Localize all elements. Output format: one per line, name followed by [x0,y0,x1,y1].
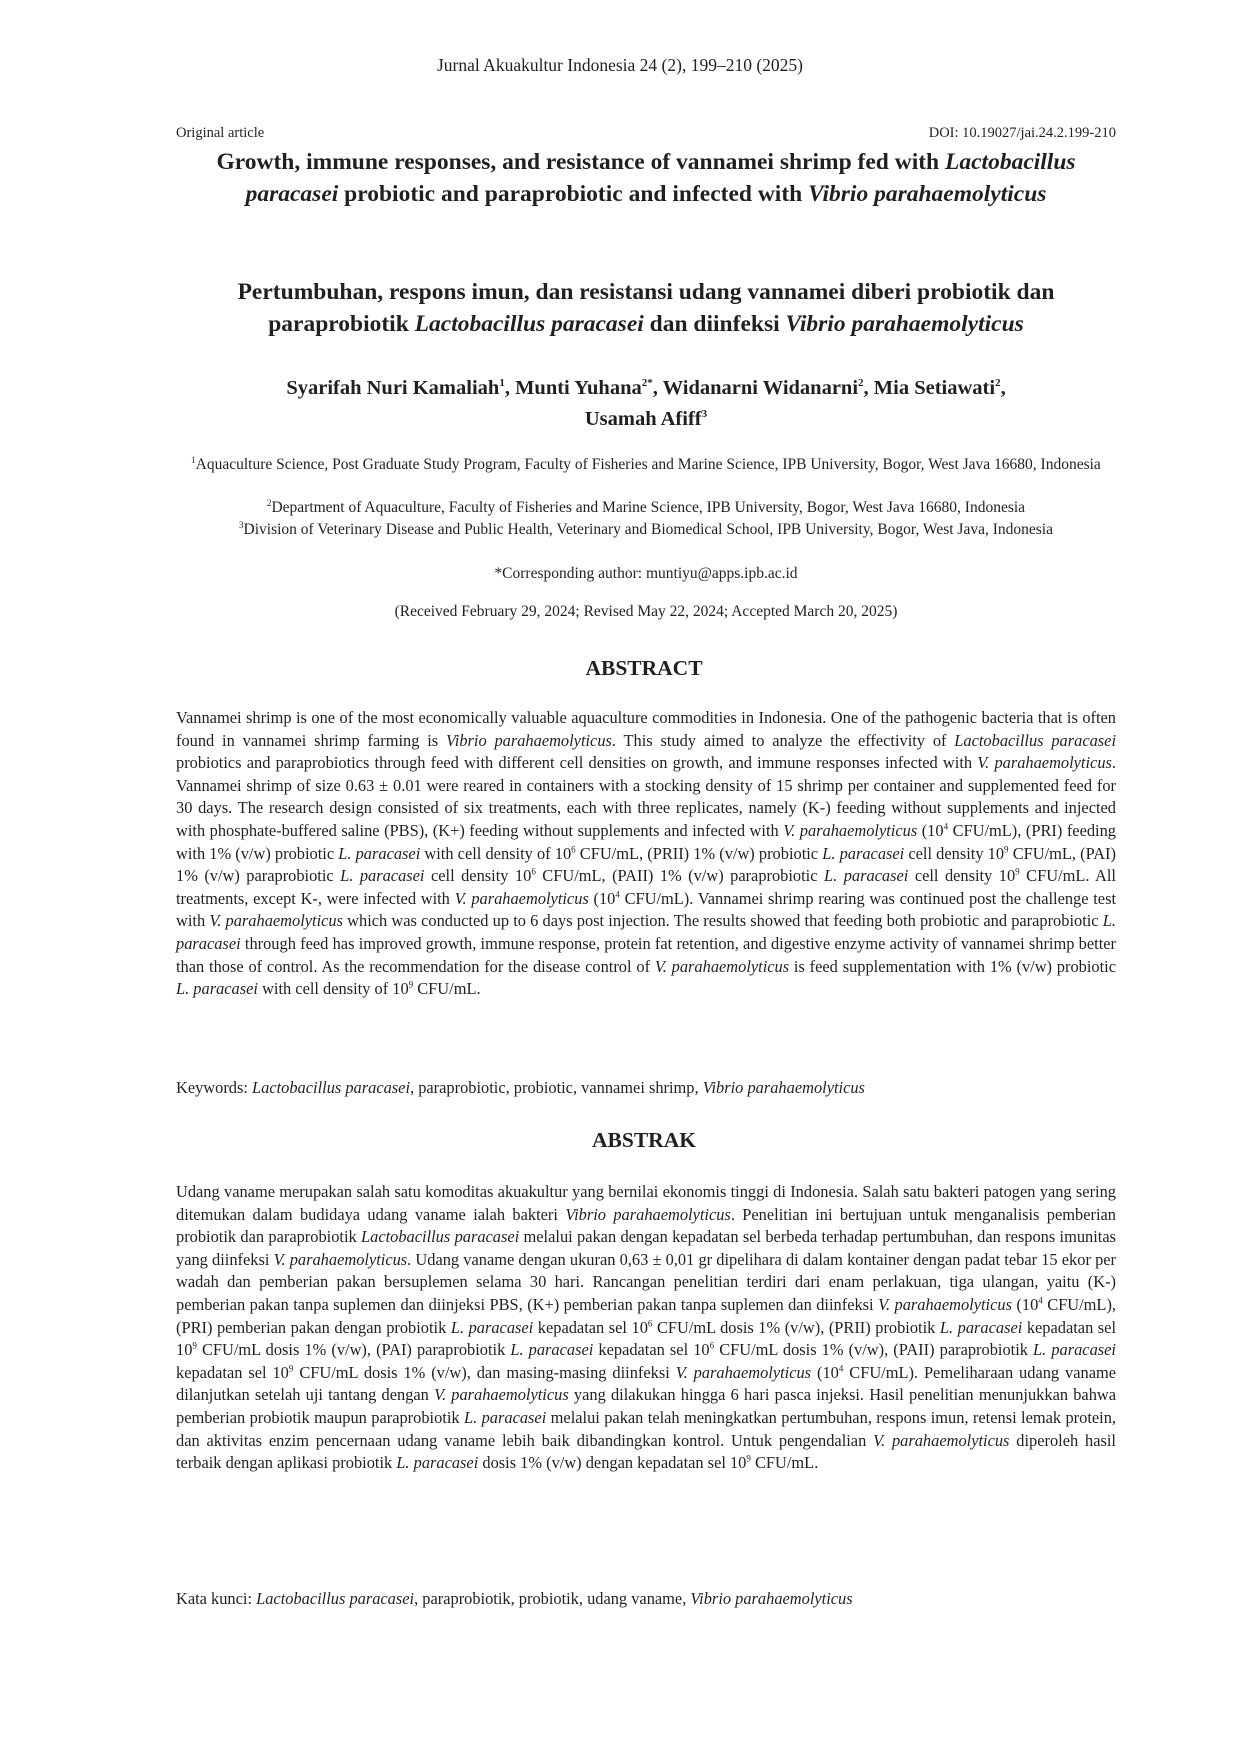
article-type: Original article [176,125,265,141]
italic-term: L. paracasei [939,1317,1023,1337]
text-run: melalui pakan dengan kepadatan sel berbeda terhadap pertumbuhan, dan respons imunitas yang diinfeksi [176,1227,1116,1269]
title-en-species: Lactobacillus paracasei [245,149,1076,207]
superscript: 4 [615,889,620,900]
text-run: CFU/mL, (PAI) 1% (v/w) paraprobiotic [176,843,1116,886]
italic-term: L. paracasei [338,843,421,863]
italic-term: V. parahaemolyticus [675,1362,812,1382]
text-run: with cell density of 10 [257,979,409,999]
kata-kunci [176,1589,1116,1609]
corresponding-author: *Corresponding author: muntiyu@apps.ipb.ac.id [494,565,798,582]
italic-term: L. paracasei [396,1453,479,1473]
superscript: 9 [746,1453,751,1464]
text-run: Kata kunci: [176,1589,257,1608]
italic-term: Lactobacillus paracasei [361,1227,520,1247]
abstrak-heading: ABSTRAK [592,1128,696,1152]
affiliation [176,497,1116,519]
text-run: (10 [917,820,944,840]
author-affiliation-mark: 1 [499,377,505,390]
superscript: 9 [192,1340,197,1351]
italic-term: L. paracasei [340,866,425,886]
italic-term: L. paracasei [1033,1340,1116,1360]
text-run: Udang vaname merupakan salah satu komoditas akuakultur yang bernilai ekonomis tinggi di Indonesia. Salah satu bakteri patogen yang sering ditemukan dalam budidaya udang vaname ialah bakteri [176,1182,1116,1224]
text-run: CFU/mL), (PRI) feeding with 1% (v/w) probiotic [176,820,1116,863]
text-run: CFU/mL. [413,979,481,999]
text-run: , paraprobiotik, probiotik, udang vaname, [414,1589,691,1608]
title-id-part: Pertumbuhan, respons imun, dan resistansi udang vannamei diberi probiotik dan paraprobiotik [237,279,1055,337]
text-run: cell density 10 [904,843,1005,863]
text-run: kepadatan sel 10 [533,1317,648,1337]
author-name: Widanarni Widanarni [662,377,859,399]
author-affiliation-mark: 3 [701,408,708,421]
italic-term: Vibrio parahaemolyticus [702,1078,865,1097]
title-indonesian [176,276,1116,340]
article-dates: (Received February 29, 2024; Revised May 22, 2024; Accepted March 20, 2025) [394,603,898,620]
superscript: 9 [1015,866,1020,877]
text-run: CFU/mL dosis 1% (v/w), (PRII) probiotik [652,1317,940,1337]
superscript: 4 [943,821,949,832]
text-run: melalui pakan telah meningkatkan pertumbuhan, respons imun, retensi lemak protein, dan aktivitas enzim pencernaan udang vaname lebih baik dibandingkan kontrol. Untuk pengendalian [176,1407,1117,1450]
text-run: CFU/mL dosis 1% (v/w), (PAII) paraprobiotik [714,1340,1034,1360]
affiliation-mark: 1 [191,454,196,465]
author-affiliation-mark: 2 [858,377,864,390]
italic-term: L. paracasei [822,843,905,863]
text-run: cell density 10 [424,866,532,886]
superscript: 4 [1038,1295,1043,1306]
text-run: with cell density of 10 [420,843,572,863]
keywords [176,1078,1116,1098]
italic-term: L. paracasei [450,1317,534,1337]
text-run: CFU/mL). Vannamei shrimp rearing was continued post the challenge test with [176,888,1116,931]
author-name: Syarifah Nuri Kamaliah [286,377,500,399]
text-run: CFU/mL, (PAII) 1% (v/w) paraprobiotic [535,866,824,886]
title-en-part: probiotic and paraprobiotic and infected with [338,181,809,207]
text-run: kepadatan sel 10 [593,1340,710,1360]
text-run: CFU/mL. All treatments, except K-, were infected with [176,866,1116,908]
text-run: dosis 1% (v/w) dengan kepadatan sel 10 [478,1453,747,1473]
italic-term: V. parahaemolyticus [209,911,343,931]
title-en-part: Growth, immune responses, and resistance of vannamei shrimp fed with [216,149,945,175]
italic-term: V. parahaemolyticus [654,956,790,976]
italic-term: Vibrio parahaemolyticus [445,730,612,750]
doi[interactable]: DOI: 10.19027/jai.24.2.199-210 [928,125,1116,141]
text-run: kepadatan sel 10 [176,1362,289,1382]
text-run: (10 [1011,1294,1039,1314]
abstract-body [176,707,1116,1001]
text-run: . Vannamei shrimp of size 0.63 ± 0.01 were reared in containers with a stocking density of 15 shrimp per container and supplemented feed for 30 days. The research design consisted of six treatments, each with three replicates, namely (K-) feeding without supplements and injected with phosphate-buffered saline (PBS), (K+) feeding without supplements and infected with [176,753,1116,840]
abstract-heading: ABSTRACT [585,656,703,680]
affiliation [176,454,1116,476]
italic-term: L. paracasei [176,979,258,999]
italic-term: V. parahaemolyticus [434,1385,569,1405]
superscript: 6 [531,866,536,877]
affiliation-text: Department of Aquaculture, Faculty of Fisheries and Marine Science, IPB University, Bogor, West Java 16680, Indonesia [271,499,1026,516]
title-english [176,146,1116,210]
text-run: (10 [588,888,616,908]
text-run: diperoleh hasil terbaik dengan aplikasi probiotik [176,1430,1116,1473]
text-run: cell density 10 [908,866,1016,886]
author-name: Munti Yuhana [515,377,642,399]
italic-term: V. parahaemolyticus [878,1294,1012,1314]
italic-term: V. parahaemolyticus [454,888,589,908]
affiliation [176,519,1116,541]
italic-term: V. parahaemolyticus [873,1430,1010,1450]
text-run: CFU/mL dosis 1% (v/w), (PAI) paraprobiotik [196,1340,511,1360]
title-id-part: dan diinfeksi [643,311,786,337]
text-run: CFU/mL dosis 1% (v/w), dan masing-masing diinfeksi [293,1362,676,1382]
italic-term: L. paracasei [176,911,1116,953]
text-run: which was conducted up to 6 days post injection. The results showed that feeding both probiotic and paraprobiotic [342,911,1103,931]
text-run: CFU/mL. [750,1453,819,1473]
italic-term: Vibrio parahaemolyticus [565,1204,731,1224]
superscript: 6 [709,1340,715,1351]
author-name: Mia Setiawati [873,377,996,399]
affiliation-text: Aquaculture Science, Post Graduate Study Program, Faculty of Fisheries and Marine Science, IPB University, Bogor, West Java 16680, Indonesia [195,456,1101,473]
superscript: 6 [647,1318,653,1329]
italic-term: V. parahaemolyticus [977,753,1112,773]
text-run: through feed has improved growth, immune response, protein fat retention, and digestive enzyme activity of vannamei shrimp better than those of control. As the recommendation for the disease control of [176,933,1116,976]
text-run: (10 [811,1362,839,1382]
text-run: . Udang vaname dengan ukuran 0,63 ± 0,01 gr dipelihara di dalam kontainer dengan padat tebar 15 ekor per wadah dan pemberian pakan bersuplemen selama 30 hari. Rancangan penelitian terdiri dari enam perlakuan, tiga ulangan, yaitu (K-) pemberian pakan tanpa suplemen dan diinjeksi PBS, (K+) pemberian pakan tanpa suplemen dan diinfeksi [176,1249,1116,1314]
superscript: 4 [838,1363,844,1374]
title-id-species: Vibrio parahaemolyticus [785,311,1024,337]
author-affiliation-mark: 2 [995,377,1001,390]
author-list: Syarifah Nuri Kamaliah$^1$, Munti Yuhana$^{2*}$, Widanarni Widanarni$^2$, Mia Setiawati$^2$, Usamah Afiff$^3$ [286,377,1006,430]
superscript: 6 [571,844,576,855]
author-name: Usamah Afiff [584,408,702,430]
italic-term: Lactobacillus paracasei [954,730,1116,750]
superscript: 9 [408,979,414,990]
text-run: CFU/mL, (PRII) 1% (v/w) probiotic [575,843,823,863]
italic-term: Lactobacillus paracasei [256,1589,415,1608]
text-run: CFU/mL). Pemeliharaan udang vaname dilanjutkan setelah uji tantang dengan [176,1362,1117,1405]
affiliation-mark: 3 [239,519,244,530]
text-run: CFU/mL), (PRI) pemberian pakan dengan probiotik [176,1294,1116,1337]
affiliation-text: Division of Veterinary Disease and Public Health, Veterinary and Biomedical School, IPB University, Bogor, West Java, Indonesia [243,521,1053,538]
text-run: . This study aimed to analyze the effectivity of [611,730,955,750]
text-run: , paraprobiotic, probiotic, vannamei shrimp, [410,1078,703,1097]
superscript: 9 [288,1363,294,1374]
text-run: Keywords: [176,1078,253,1097]
text-run: kepadatan sel 10 [176,1317,1117,1360]
italic-term: L. paracasei [824,866,909,886]
superscript: 9 [1004,844,1009,855]
text-run: is feed supplementation with 1% (v/w) probiotic [789,956,1116,976]
author-affiliation-mark: 2* [641,377,653,390]
text-run: Vannamei shrimp is one of the most economically valuable aquaculture commodities in Indonesia. One of the pathogenic bacteria that is often found in vannamei shrimp farming is [176,708,1116,750]
affiliation-mark: 2 [266,497,272,508]
title-en-species: Vibrio parahaemolyticus [808,181,1047,207]
text-run: probiotics and paraprobiotics through feed with different cell densities on growth, and immune responses infected with [176,753,978,773]
italic-term: V. parahaemolyticus [273,1249,408,1269]
text-run: . Penelitian ini bertujuan untuk menganalisis pemberian probiotik dan paraprobiotik [176,1204,1116,1247]
abstrak-body [176,1181,1116,1475]
italic-term: Lactobacillus paracasei [252,1078,411,1097]
italic-term: V. parahaemolyticus [783,820,918,840]
text-run: yang dilakukan hingga 6 hari pasca injeksi. Hasil penelitian menunjukkan bahwa pemberian probiotik maupun paraprobiotik [176,1385,1117,1427]
italic-term: L. paracasei [464,1407,547,1427]
italic-term: L. paracasei [510,1340,594,1360]
title-id-species: Lactobacillus paracasei [414,311,644,337]
journal-header: Jurnal Akuakultur Indonesia 24 (2), 199–210 (2025) [437,55,803,75]
italic-term: Vibrio parahaemolyticus [690,1589,853,1608]
